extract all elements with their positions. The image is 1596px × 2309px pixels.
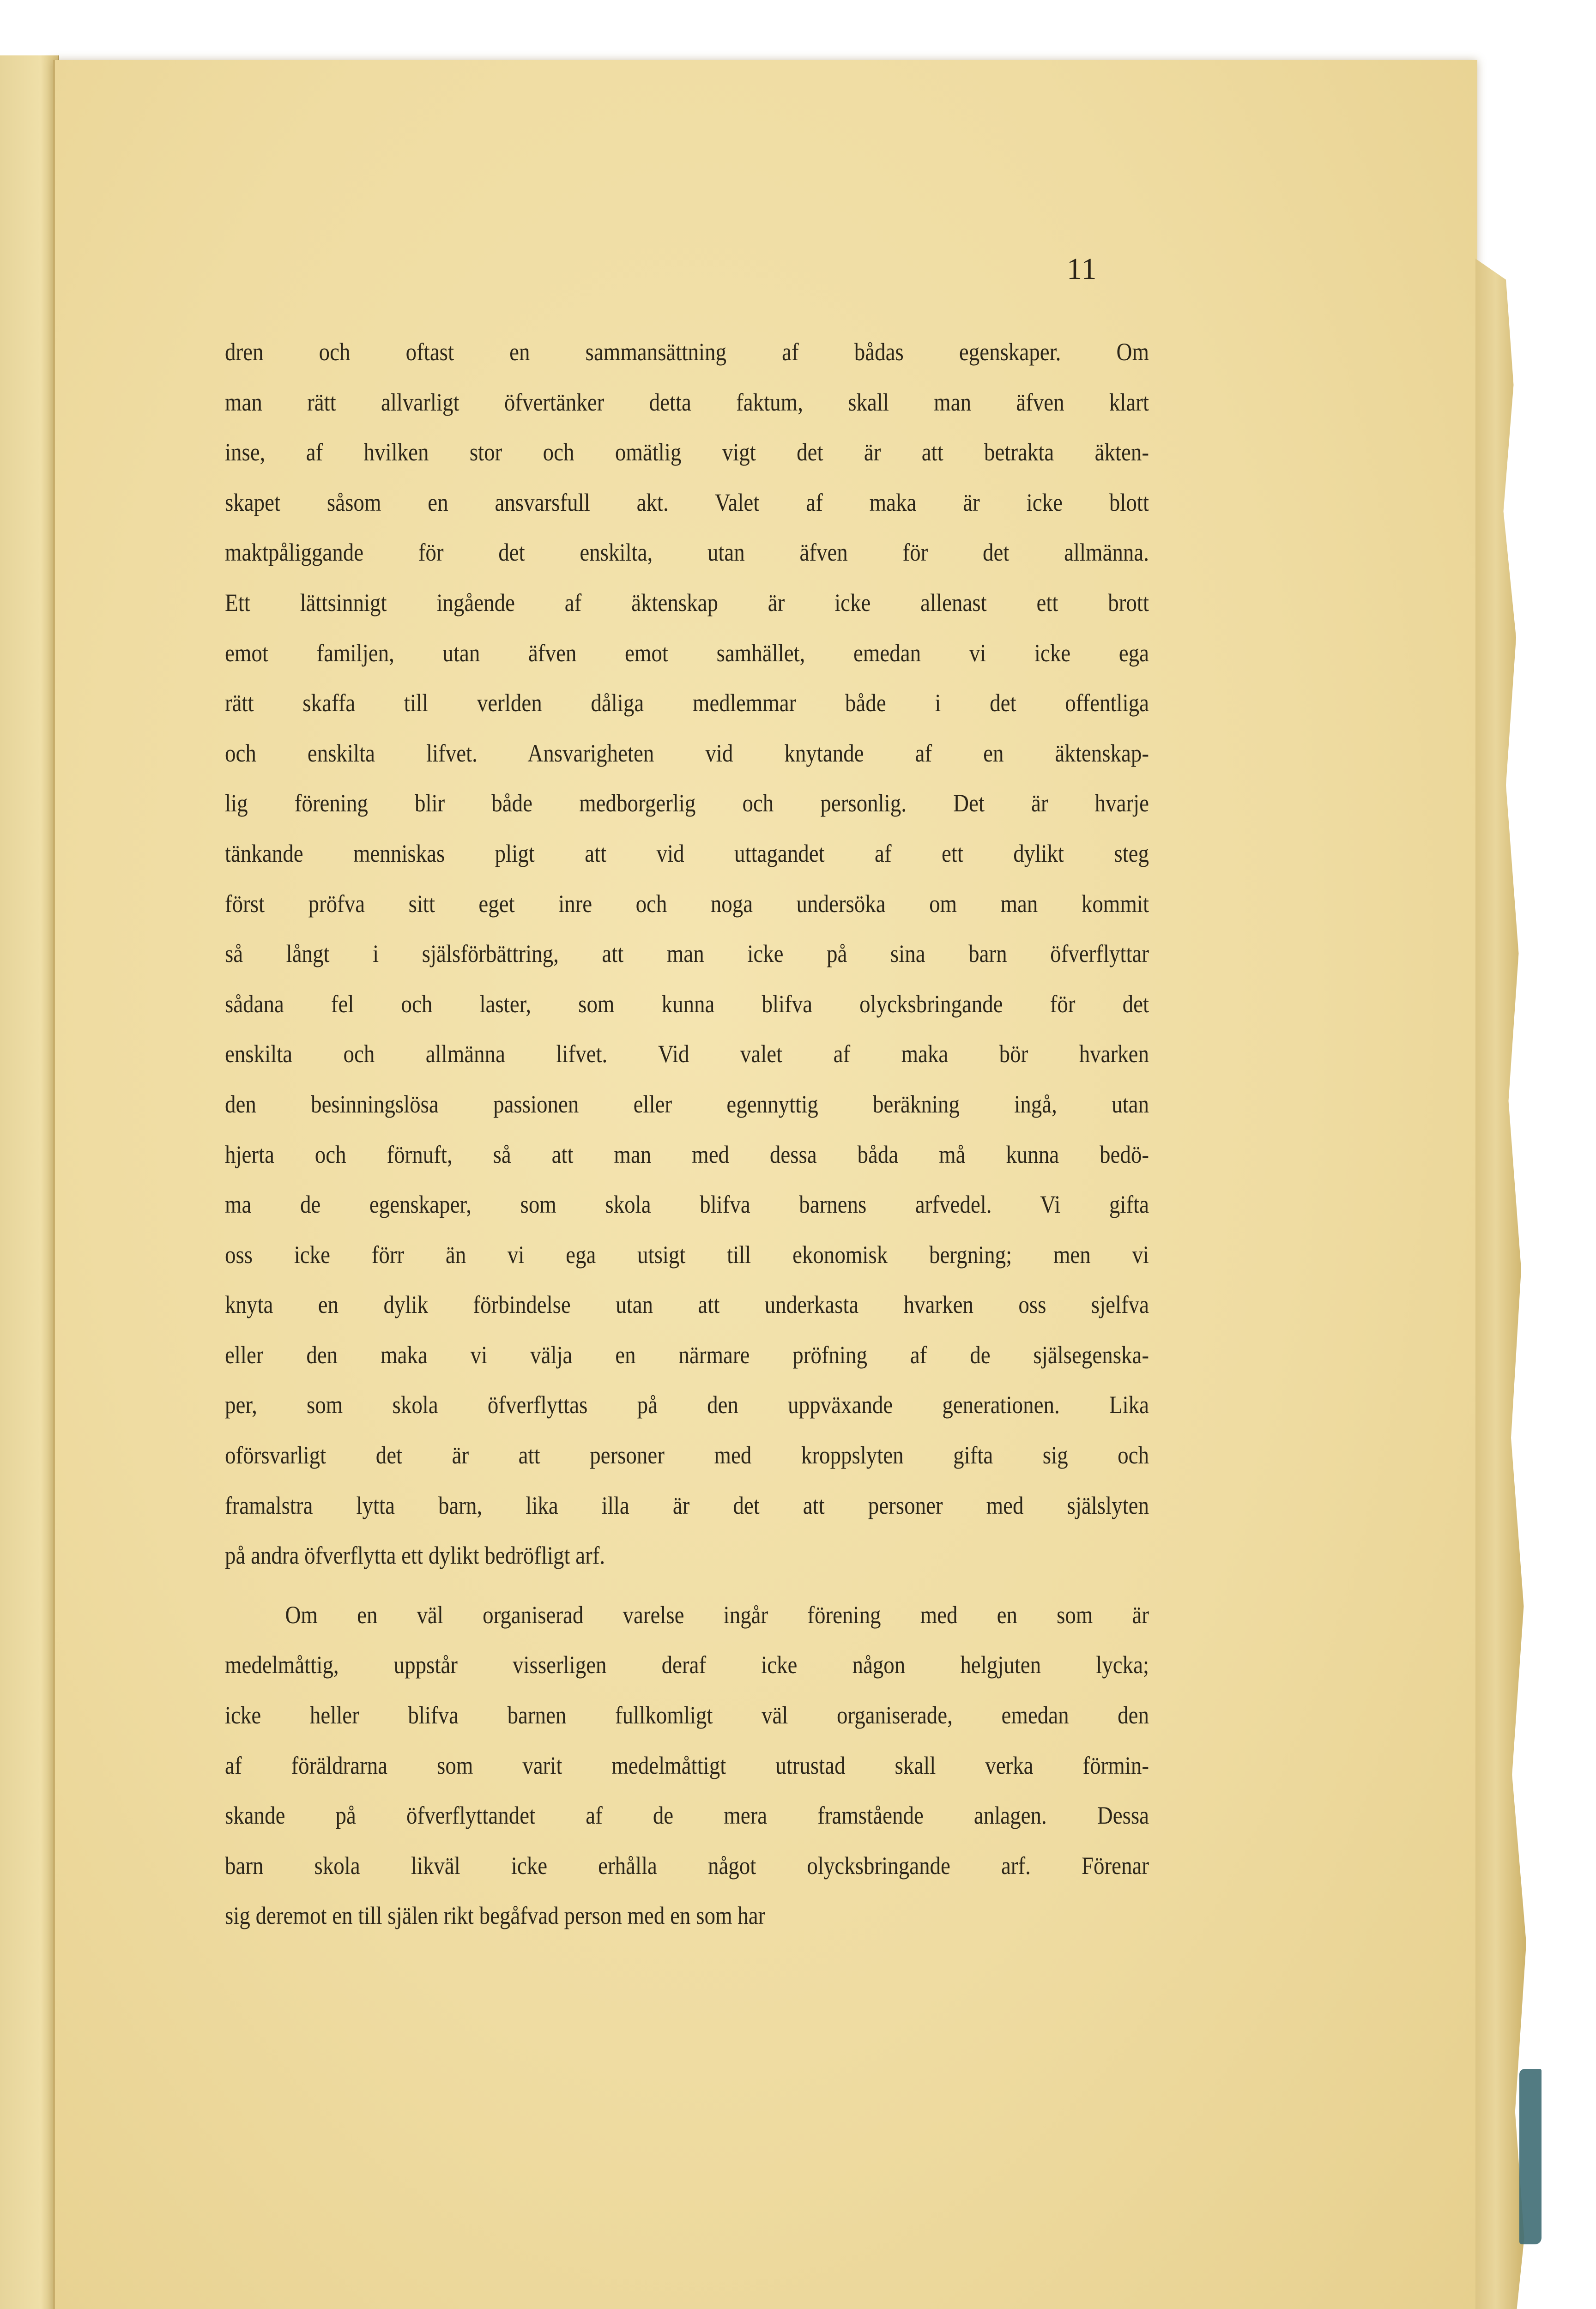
text-line: ma de egenskaper, som skola blifva barnens arfvedel. Vi gifta — [225, 1191, 1149, 1219]
text-line: den besinningslösa passionen eller egennyttig beräkning ingå, utan — [225, 1090, 1149, 1118]
blue-binding-scrap — [1519, 2069, 1542, 2244]
text-line: inse, af hvilken stor och omätlig vigt det är att betrakta äkten- — [225, 438, 1149, 466]
text-line: oss icke förr än vi ega utsigt till ekonomisk bergning; men vi — [225, 1240, 1149, 1269]
text-line: och enskilta lifvet. Ansvarigheten vid knytande af en äktenskap- — [225, 739, 1149, 767]
text-line: framalstra lytta barn, lika illa är det att personer med själslyten — [225, 1491, 1149, 1519]
text-line: emot familjen, utan äfven emot samhället, emedan vi icke ega — [225, 639, 1149, 667]
text-line: man rätt allvarligt öfvertänker detta faktum, skall man äfven klart — [225, 388, 1149, 416]
page-number: 11 — [1067, 252, 1097, 286]
text-line: per, som skola öfverflyttas på den uppväxande generationen. Lika — [225, 1391, 1149, 1419]
text-line: maktpåliggande för det enskilta, utan äfven för det allmänna. — [225, 538, 1149, 567]
text-line: icke heller blifva barnen fullkomligt väl organiserade, emedan den — [225, 1701, 1149, 1729]
text-line: dren och oftast en sammansättning af bådas egenskaper. Om — [225, 338, 1149, 366]
text-line: medelmåttig, uppstår visserligen deraf icke någon helgjuten lycka; — [225, 1651, 1149, 1679]
text-line: skande på öfverflyttandet af de mera framstående anlagen. Dessa — [225, 1801, 1149, 1830]
text-line: så långt i själsförbättring, att man icke på sina barn öfverflyttar — [225, 940, 1149, 968]
text-line: oförsvarligt det är att personer med kroppslyten gifta sig och — [225, 1441, 1149, 1469]
text-line: sig deremot en till själen rikt begåfvad person med en som har — [225, 1902, 766, 1930]
text-line: Om en väl organiserad varelse ingår förening med en som är — [285, 1601, 1149, 1629]
text-line: tänkande menniskas pligt att vid uttagandet af ett dylikt steg — [225, 839, 1149, 867]
paragraph-gap — [225, 1581, 1149, 1590]
text-line: skapet såsom en ansvarsfull akt. Valet af maka är icke blott — [225, 488, 1149, 516]
previous-page-edge — [0, 55, 59, 2309]
text-line: Ett lättsinnigt ingående af äktenskap är icke allenast ett brott — [225, 588, 1149, 617]
text-line: barn skola likväl icke erhålla något olycksbringande arf. Förenar — [225, 1851, 1149, 1880]
body-text — [225, 327, 1149, 1941]
text-line: sådana fel och laster, som kunna blifva olycksbringande för det — [225, 990, 1149, 1018]
text-line: af föräldrarna som varit medelmåttigt utrustad skall verka förmin- — [225, 1751, 1149, 1779]
text-line: eller den maka vi välja en närmare pröfning af de själsegenska- — [225, 1341, 1149, 1369]
text-line: rätt skaffa till verlden dåliga medlemmar både i det offentliga — [225, 689, 1149, 717]
text-line: först pröfva sitt eget inre och noga undersöka om man kommit — [225, 889, 1149, 918]
text-line: knyta en dylik förbindelse utan att underkasta hvarken oss sjelfva — [225, 1291, 1149, 1319]
text-line: på andra öfverflytta ett dylikt bedröfligt arf. — [225, 1541, 605, 1570]
text-line: enskilta och allmänna lifvet. Vid valet af maka bör hvarken — [225, 1040, 1149, 1068]
text-line: hjerta och förnuft, så att man med dessa båda må kunna bedö- — [225, 1140, 1149, 1168]
text-line: lig förening blir både medborgerlig och personlig. Det är hvarje — [225, 789, 1149, 817]
